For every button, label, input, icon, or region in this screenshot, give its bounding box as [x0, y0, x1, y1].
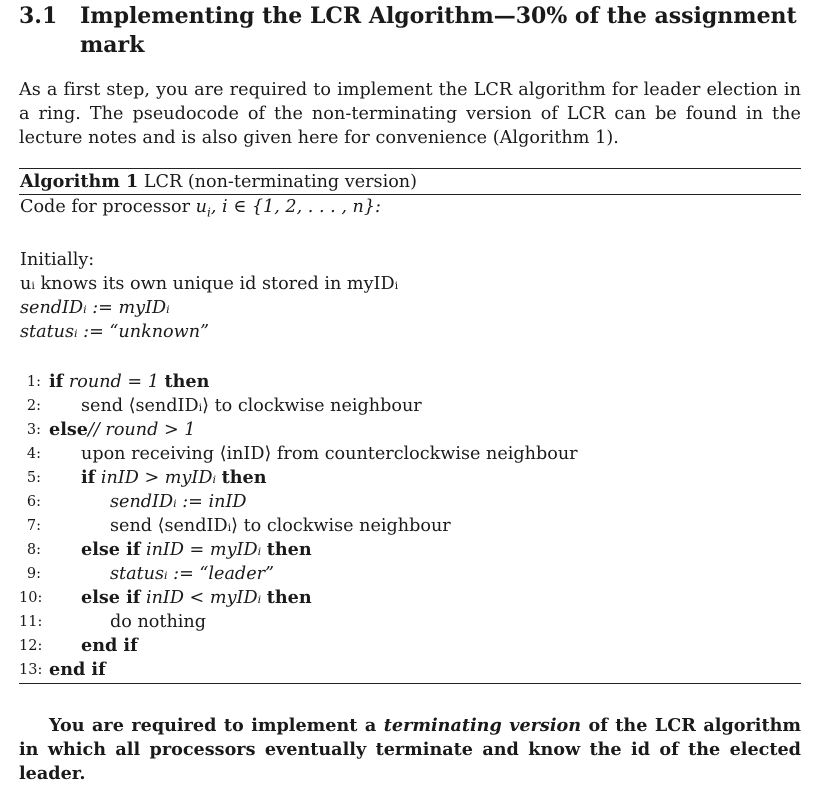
line-number: 2: — [26, 397, 41, 414]
keyword: then — [221, 466, 267, 488]
intro-paragraph: As a first step, you are required to implement the LCR algorithm for leader election in a ring. The pseudocode of the non-terminating version of LCR can be found in the lecture notes and is also given here for convenience (Algorithm 1). — [19, 80, 801, 148]
code-text: send ⟨sendIDᵢ⟩ to clockwise neighbour — [81, 395, 422, 416]
line-number: 12: — [19, 637, 43, 654]
keyword: then — [164, 370, 210, 392]
line-number: 4: — [26, 445, 41, 462]
initially-label: Initially: — [20, 249, 95, 270]
code-line — [19, 394, 801, 418]
algorithm-caption-text: LCR (non-terminating version) — [143, 172, 417, 192]
code-line — [19, 370, 801, 394]
line-number: 11: — [19, 613, 43, 630]
line-number: 7: — [26, 517, 41, 534]
code-line — [19, 538, 801, 562]
section-title: Implementing the LCR Algorithm—30% of the assignment mark — [80, 3, 797, 58]
code-line — [19, 610, 801, 634]
code-for-rest: , i ∈ {1, 2, . . . , n}: — [210, 197, 381, 217]
algorithm-box — [19, 168, 801, 684]
keyword: else — [49, 418, 88, 440]
line-number: 5: — [26, 469, 41, 486]
code-text: sendIDᵢ := inID — [110, 491, 247, 512]
keyword: then — [266, 586, 312, 608]
code-line — [19, 490, 801, 514]
code-text: statusᵢ := “leader” — [110, 563, 275, 584]
keyword: end if — [49, 658, 106, 680]
code-line — [19, 442, 801, 466]
code-line — [19, 466, 801, 490]
section-heading — [19, 2, 801, 60]
code-comment: // round > 1 — [87, 419, 196, 440]
init-line: sendIDᵢ := myIDᵢ — [20, 297, 170, 318]
pseudocode-lines — [19, 370, 801, 683]
code-for-math: u — [195, 197, 207, 217]
task-paragraph — [19, 714, 801, 786]
code-for-sub: i — [206, 205, 211, 220]
line-number: 13: — [19, 661, 43, 678]
code-line — [19, 514, 801, 538]
code-text: round = 1 — [63, 371, 165, 392]
code-text: do nothing — [110, 611, 206, 632]
code-for-prefix: Code for processor — [20, 197, 196, 217]
code-text: inID > myIDᵢ — [95, 467, 222, 488]
line-number: 6: — [26, 493, 41, 510]
code-text: inID < myIDᵢ — [140, 587, 267, 608]
algorithm-label: Algorithm 1 — [20, 171, 139, 192]
line-number: 8: — [26, 541, 41, 558]
keyword: if — [49, 370, 64, 392]
code-text: send ⟨sendIDᵢ⟩ to clockwise neighbour — [110, 515, 451, 536]
line-number: 3: — [26, 421, 41, 438]
code-line — [19, 586, 801, 610]
keyword: else if — [81, 538, 141, 560]
keyword: end if — [81, 634, 138, 656]
code-text: upon receiving ⟨inID⟩ from counterclockwise neighbour — [81, 443, 578, 464]
task-text: You are required to implement a — [49, 714, 384, 736]
init-line: statusᵢ := “unknown” — [20, 321, 210, 342]
task-emphasis: terminating version — [383, 714, 582, 736]
code-for-line — [19, 195, 801, 225]
keyword: if — [81, 466, 96, 488]
algorithm-caption — [19, 169, 801, 195]
page — [19, 0, 801, 803]
section-number: 3.1 — [19, 3, 58, 29]
keyword: then — [266, 538, 312, 560]
line-number: 9: — [26, 565, 41, 582]
keyword: else if — [81, 586, 141, 608]
code-text: inID = myIDᵢ — [140, 539, 267, 560]
code-line — [19, 658, 801, 682]
line-number: 1: — [26, 373, 41, 390]
code-line — [19, 418, 801, 442]
task-text: of the LCR algorithm in which all processors eventually terminate and know the id of the elected leader. — [19, 714, 801, 784]
init-block — [19, 248, 801, 344]
line-number: 10: — [19, 589, 43, 606]
code-line — [19, 634, 801, 658]
init-line: uᵢ knows its own unique id stored in myIDᵢ — [20, 273, 399, 294]
code-line — [19, 562, 801, 586]
